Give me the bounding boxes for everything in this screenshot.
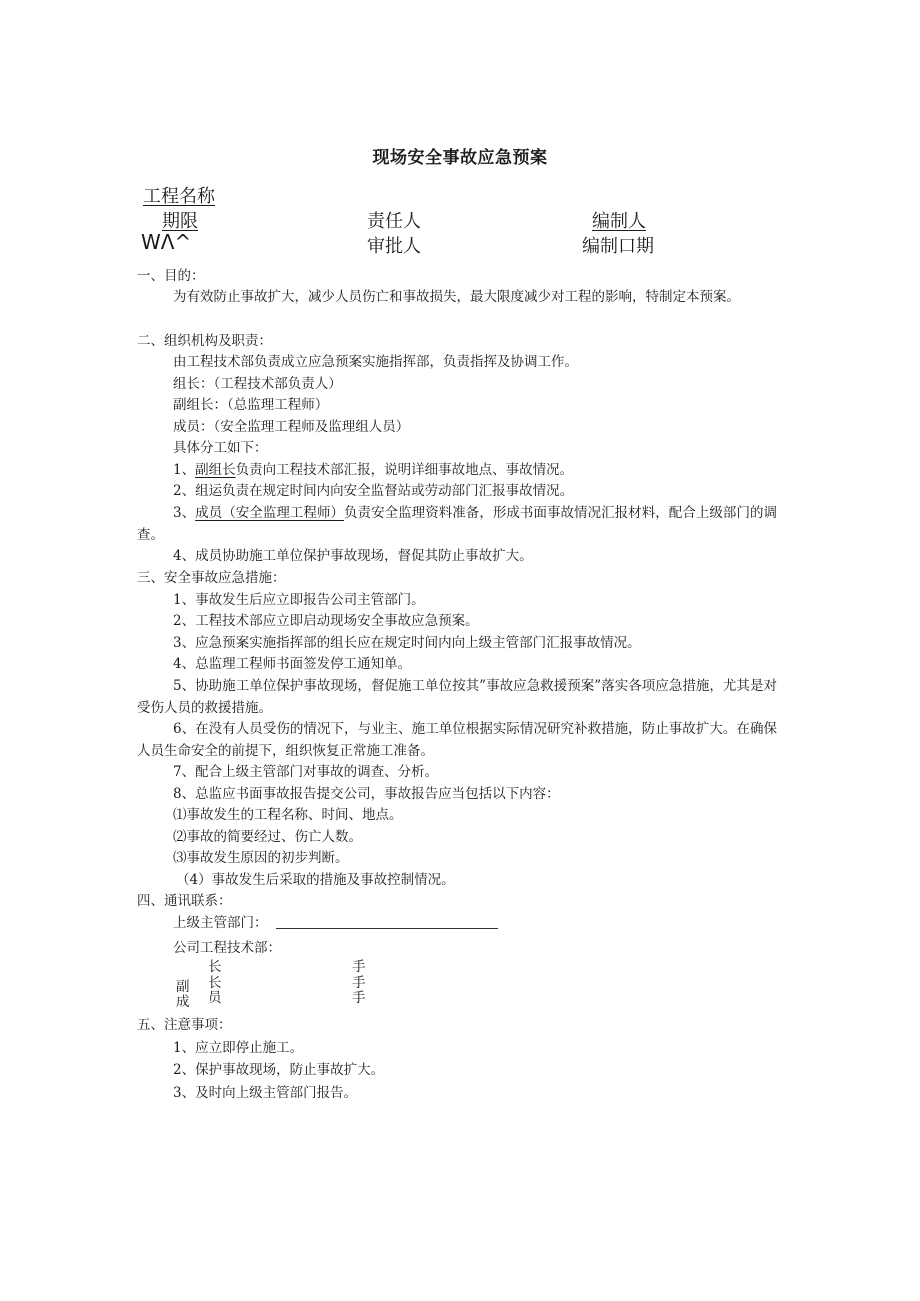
section-3-heading: 三、安全事故应急措施： (137, 570, 286, 586)
section-3-sub-4: （4）事故发生后采取的措施及事故控制情况。 (176, 872, 455, 888)
contact-phone-3: 手 (352, 990, 366, 1006)
section-3-sub-1: ⑴事故发生的工程名称、时间、地点。 (173, 807, 403, 823)
section-2-heading: 二、组织机构及职责： (137, 333, 272, 349)
period-label: 期限 (162, 211, 198, 232)
company-dept-label: 公司工程技术部： (173, 940, 281, 956)
superior-dept-label: 上级主管部门： (173, 915, 268, 931)
section-2-members: 成员：（安全监理工程师及监理组人员） (173, 419, 410, 435)
page-title: 现场安全事故应急预案 (372, 148, 548, 168)
section-3-item-6: 6、在没有人员受伤的情况下，与业主、施工单位根据实际情况研究补救措施，防止事故扩大。在确保人员生命安全的前提下，组织恢复正常施工准备。 (137, 721, 777, 759)
section-3-item-3: 3、应急预案实施指挥部的组长应在规定时间内向上级主管部门汇报事故情况。 (173, 635, 641, 651)
responsible-label: 责任人 (367, 211, 421, 232)
section-5-item-2: 2、保护事故现场，防止事故扩大。 (173, 1062, 385, 1078)
date-label: 编制口期 (582, 236, 654, 257)
section-3-item-8: 8、总监应书面事故报告提交公司，事故报告应当包括以下内容： (173, 786, 560, 802)
item-text: 负责安全监理资料准备，形成书面事故情况汇报材料，配合上级部门的调查。 (137, 505, 778, 543)
contact-leader-char: 长 (208, 959, 222, 975)
item-number: 3、 (173, 505, 196, 521)
section-2-intro: 由工程技术部负责成立应急预案实施指挥部，负责指挥及协调工作。 (173, 354, 578, 370)
section-1-paragraph: 为有效防止事故扩大，减少人员伤亡和事故损失，最大限度减少对工程的影响，特制定本预案。 (173, 289, 740, 305)
section-3-item-2: 2、工程技术部应立即启动现场安全事故应急预案。 (173, 613, 479, 629)
approver-label: 审批人 (367, 236, 421, 257)
section-3-item-5: 5、协助施工单位保护事故现场，督促施工单位按其”事故应急救援预案”落实各项应急措施，尤其是对受伤人员的救援措施。 (137, 678, 777, 716)
section-2-item-4: 4、成员协助施工单位保护事故现场，督促其防止事故扩大。 (173, 548, 533, 564)
section-3-item-4: 4、总监理工程师书面签发停工通知单。 (173, 656, 412, 672)
section-3-sub-3: ⑶事故发生原因的初步判断。 (173, 850, 349, 866)
project-name-label: 工程名称 (143, 186, 215, 207)
section-3-item-1: 1、事故发生后应立即报告公司主管部门。 (173, 592, 425, 608)
scribble-text: WΛ^ (141, 230, 192, 254)
section-4-heading: 四、通讯联系： (137, 893, 232, 909)
contact-deputy-char: 副 (176, 979, 190, 995)
section-5-item-1: 1、应立即停止施工。 (173, 1040, 304, 1056)
section-3-sub-2: ⑵事故的简要经过、伤亡人数。 (173, 829, 362, 845)
superior-dept-fill-line (276, 928, 498, 929)
item-text: 负责向工程技术部汇报，说明详细事故地点、事故情况。 (235, 462, 574, 478)
contact-phone-2: 手 (352, 975, 366, 991)
section-2-item-1 (173, 460, 573, 480)
author-label: 编制人 (592, 211, 646, 232)
section-3-item-7: 7、配合上级主管部门对事故的调查、分析。 (173, 764, 439, 780)
members-underlined: 成员（安全监理工程师） (195, 505, 345, 521)
item-number: 1、 (173, 462, 196, 478)
section-2-item-2: 2、组运负责在规定时间内向安全监督站或劳动部门汇报事故情况。 (173, 483, 574, 499)
contact-member-prefix-char: 成 (176, 994, 190, 1010)
section-5-heading: 五、注意事项： (137, 1017, 232, 1033)
contact-phone-1: 手 (352, 959, 366, 975)
section-2-item-3 (137, 503, 777, 546)
contact-deputy-leader-char: 长 (208, 975, 222, 991)
contact-member-char: 员 (208, 990, 222, 1006)
section-2-leader: 组长：（工程技术部负责人） (173, 376, 342, 392)
section-1-heading: 一、目的： (137, 268, 205, 284)
section-2-division: 具体分工如下： (173, 440, 268, 456)
section-5-item-3: 3、及时向上级主管部门报告。 (173, 1085, 358, 1101)
deputy-leader-underlined: 副组长 (195, 462, 236, 478)
section-2-deputy: 副组长：（总监理工程师） (173, 397, 329, 413)
